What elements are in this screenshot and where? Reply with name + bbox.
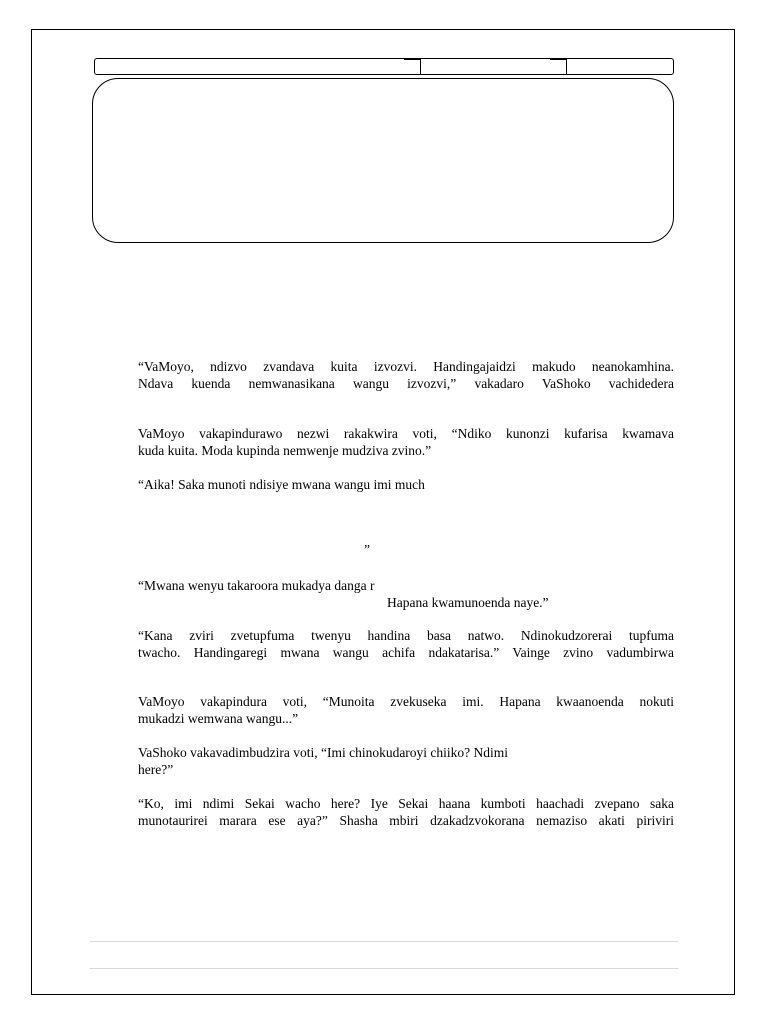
paragraph-line: Ndava kuenda nemwanasikana wangu izvozvi,” vakadaro VaShoko vachidedera [138, 376, 674, 391]
header-bar-cell-divider [420, 59, 421, 74]
footer-rule [90, 968, 678, 969]
paragraph-line: VaMoyo vakapindura voti, “Munoita zvekuseka imi. Hapana kwaanoenda nokuti [138, 694, 674, 709]
paragraph-line: “Ko, imi ndimi Sekai wacho here? Iye Sekai haana kumboti haachadi zvepano saka [138, 796, 674, 811]
paragraph-5-line-1: “Mwana wenyu takaroora mukadya danga r [138, 578, 375, 593]
header-bar-cell-divider [566, 59, 567, 74]
paragraph-line: munotaurirei marara ese aya?” Shasha mbiri dzakadzvokorana nemaziso akati piriviri [138, 813, 674, 828]
header-bar-tick [404, 58, 420, 60]
paragraph-7 [138, 693, 674, 727]
paragraph-line: mukadzi wemwana wangu...” [138, 711, 299, 726]
paragraph-line: twacho. Handingaregi mwana wangu achifa ndakatarisa.” Vainge zvino vadumbirwa [138, 645, 674, 660]
paragraph-1 [138, 358, 674, 392]
header-box [92, 78, 674, 243]
paragraph-8-line-2: here?” [138, 762, 174, 777]
paragraph-5-line-2: Hapana kwamunoenda naye.” [387, 595, 549, 610]
paragraph-8-line-1: VaShoko vakavadimbudzira voti, “Imi chinokudaroyi chiiko? Ndimi [138, 745, 509, 760]
header-bar [94, 58, 674, 75]
header-bar-tick [550, 58, 566, 60]
paragraph-2 [138, 425, 674, 459]
paragraph-line: “VaMoyo, ndizvo zvandava kuita izvozvi. Handingajaidzi makudo neanokamhina. [138, 359, 674, 374]
paragraph-9 [138, 795, 674, 829]
paragraph-3: “Aika! Saka munoti ndisiye mwana wangu imi much [138, 477, 425, 492]
paragraph-line: kuda kuita. Moda kupinda nemwenje mudziva zvino.” [138, 443, 432, 458]
paragraph-4: ” [364, 542, 370, 557]
paragraph-6 [138, 627, 674, 661]
paragraph-line: “Kana zviri zvetupfuma twenyu handina basa natwo. Ndinokudzorerai tupfuma [138, 628, 674, 643]
footer-rule [90, 941, 678, 942]
paragraph-line: VaMoyo vakapindurawo nezwi rakakwira voti, “Ndiko kunonzi kufarisa kwamava [138, 426, 674, 441]
